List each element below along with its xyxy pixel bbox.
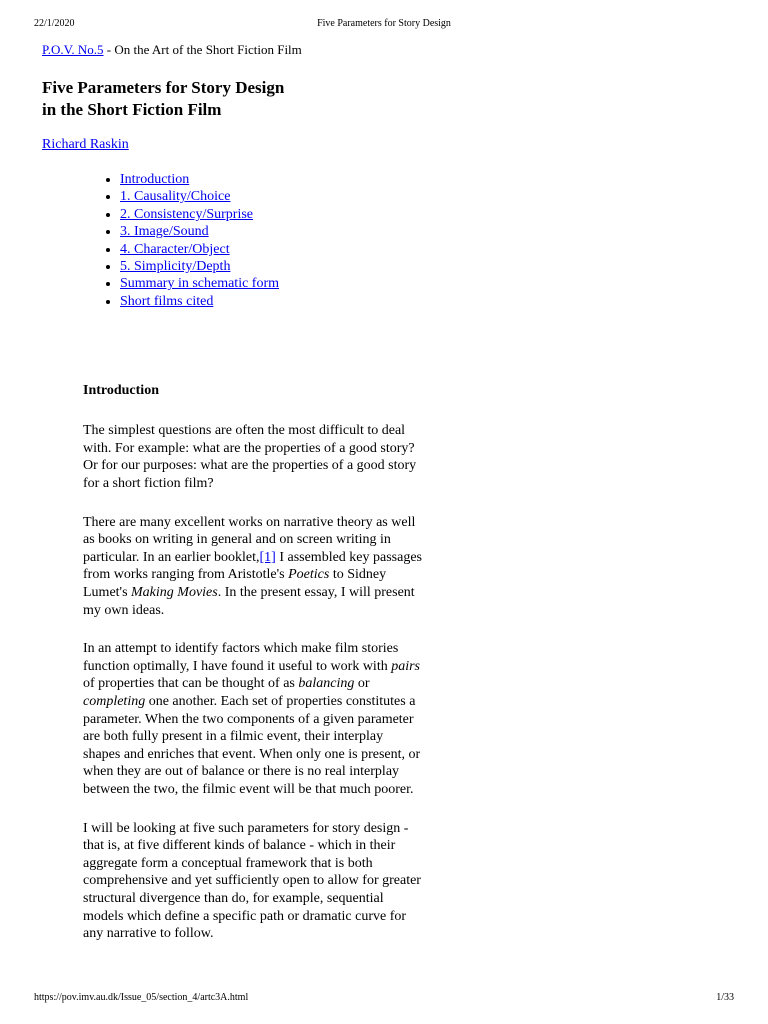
book-title-poetics: Poetics bbox=[288, 567, 330, 583]
toc-link-causality-choice[interactable]: 1. Causality/Choice bbox=[120, 189, 231, 205]
section-heading-introduction: Introduction bbox=[83, 383, 159, 399]
print-date: 22/1/2020 bbox=[34, 18, 75, 29]
paragraph-2-text-a: There are many excellent works on narrative theory as well as books on writing in general and on screen writing in particular. In an earlier booklet, bbox=[83, 514, 416, 565]
paragraph-2-text-d: . In the present essay, I will present my own ideas. bbox=[83, 585, 415, 618]
breadcrumb-text: - On the Art of the Short Fiction Film bbox=[103, 42, 302, 57]
emphasis-pairs: pairs bbox=[391, 658, 421, 674]
toc-item bbox=[120, 241, 732, 258]
toc-item bbox=[120, 188, 732, 205]
toc-item bbox=[120, 293, 732, 310]
toc-link-simplicity-depth[interactable]: 5. Simplicity/Depth bbox=[120, 259, 231, 275]
footnote-link-1[interactable]: [1] bbox=[259, 549, 276, 565]
article-title-line2: in the Short Fiction Film bbox=[42, 100, 222, 119]
paragraph-3 bbox=[83, 640, 423, 798]
paragraph-3-text-c: or bbox=[354, 676, 370, 692]
toc-link-introduction[interactable]: Introduction bbox=[120, 172, 190, 187]
print-url: https://pov.imv.au.dk/Issue_05/section_4/artc3A.html bbox=[34, 992, 249, 1003]
author bbox=[42, 136, 732, 154]
paragraph-1: The simplest questions are often the most difficult to deal with. For example: what are the properties of a good story? Or for our purposes: what are the properties of a good story for a short fiction film? bbox=[83, 423, 417, 492]
toc-item bbox=[120, 223, 732, 240]
paragraph-2 bbox=[83, 514, 423, 620]
toc-item bbox=[120, 206, 732, 223]
toc-link-summary[interactable]: Summary in schematic form bbox=[120, 276, 280, 292]
paragraph-3-text-b: of properties that can be thought of as bbox=[83, 676, 299, 692]
book-title-making-movies: Making Movies bbox=[131, 585, 218, 600]
print-page-number: 1/33 bbox=[716, 992, 734, 1003]
breadcrumb-link-pov[interactable]: P.O.V. No.5 bbox=[42, 42, 104, 57]
toc-link-consistency-surprise[interactable]: 2. Consistency/Surprise bbox=[120, 206, 253, 222]
toc-item bbox=[120, 275, 732, 292]
article bbox=[42, 41, 732, 943]
toc-link-films-cited[interactable]: Short films cited bbox=[120, 293, 214, 309]
print-footer bbox=[34, 992, 734, 1004]
paragraph-2-text-c: to Sidney Lumet's bbox=[83, 567, 387, 600]
emphasis-balancing: balancing bbox=[298, 676, 355, 692]
toc-item bbox=[120, 171, 732, 188]
print-page-title: Five Parameters for Story Design bbox=[317, 18, 451, 29]
introduction-section bbox=[83, 382, 423, 942]
article-title bbox=[42, 77, 732, 121]
article-title-line1: Five Parameters for Story Design bbox=[42, 78, 285, 97]
toc-link-character-object[interactable]: 4. Character/Object bbox=[120, 241, 230, 257]
breadcrumb bbox=[42, 41, 732, 59]
paragraph-3-text-d: one another. Each set of properties constitutes a parameter. When the two components of a given parameter are both fully present in a filmic event, their interplay shapes and enriches that event. When only one is present, or when they are out of balance or there is no real interplay between the two, the filmic event will be that much poorer. bbox=[83, 693, 421, 797]
paragraph-2-text-b: I assembled key passages from works ranging from Aristotle's bbox=[83, 549, 422, 583]
paragraph-4: I will be looking at five such parameters for story design - that is, at five different kinds of balance - which in their aggregate form a conceptual framework that is both comprehensive and yet sufficiently open to allow for greater structural divergence than do, for example, sequential models which define a specific path or dramatic curve for any narrative to follow. bbox=[83, 820, 421, 942]
author-link[interactable]: Richard Raskin bbox=[42, 137, 129, 152]
toc-item bbox=[120, 258, 732, 275]
table-of-contents bbox=[42, 171, 732, 310]
paragraph-3-text-a: In an attempt to identify factors which make film stories function optimally, I have found it useful to work with bbox=[83, 641, 399, 674]
emphasis-completing: completing bbox=[83, 693, 146, 709]
print-header bbox=[34, 18, 734, 30]
toc-link-image-sound[interactable]: 3. Image/Sound bbox=[120, 224, 209, 240]
